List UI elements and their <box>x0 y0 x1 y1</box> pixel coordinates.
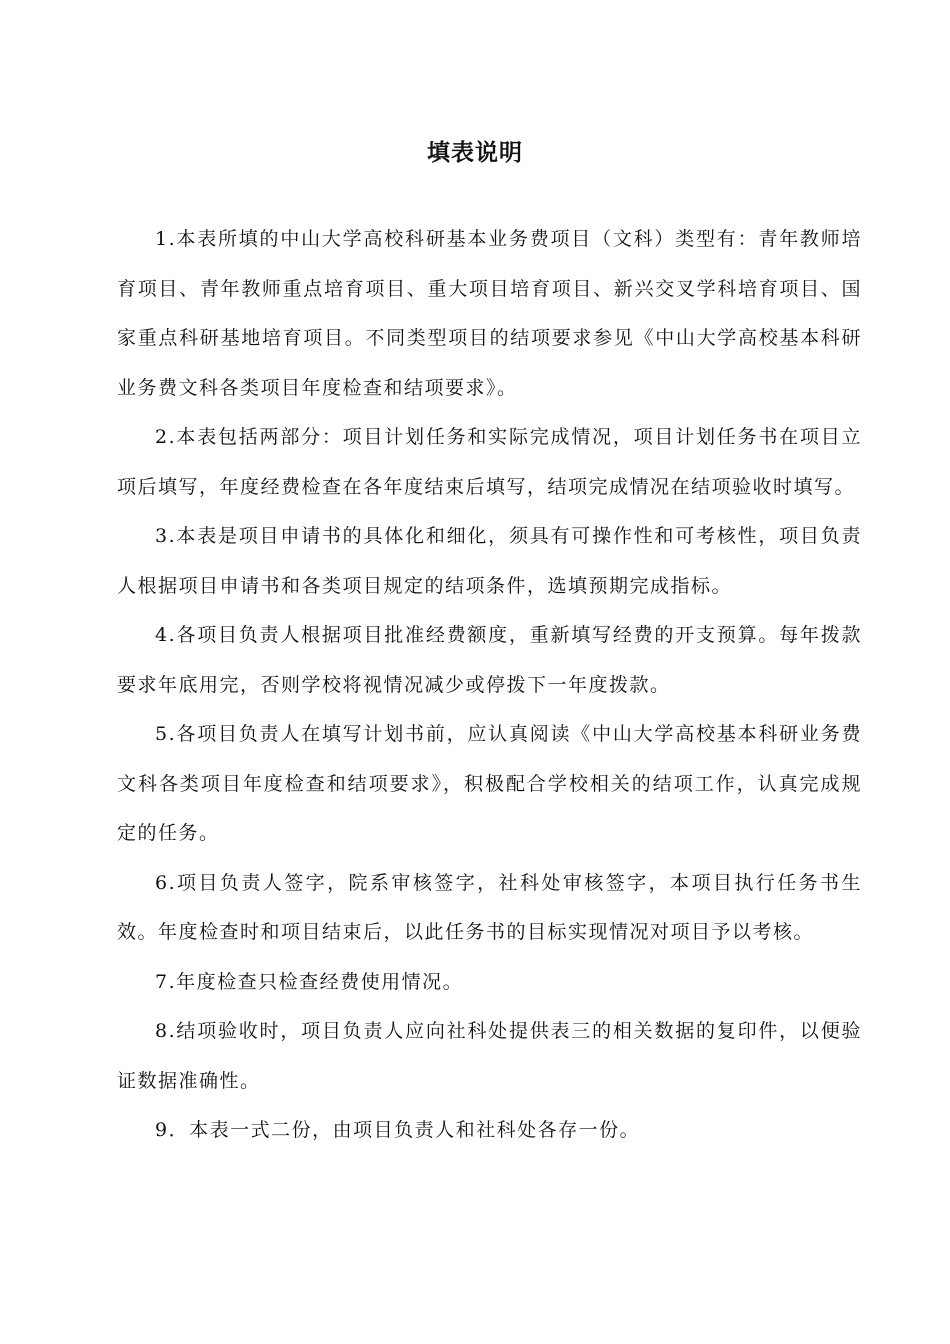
instruction-paragraph-7: 7.年度检查只检查经费使用情况。 <box>155 970 464 993</box>
instruction-paragraph-5: 5.各项目负责人在填写计划书前，应认真阅读《中山大学高校基本科研业务费文科各类项目年度检查和结项要求》，积极配合学校相关的结项工作，认真完成规定的任务。 <box>117 723 862 844</box>
instruction-paragraph-9: 9．本表一式二份，由项目负责人和社科处各存一份。 <box>155 1119 641 1141</box>
instruction-paragraph-8: 8.结项验收时，项目负责人应向社科处提供表三的相关数据的复印件，以便验证数据准确性。 <box>117 1020 862 1092</box>
instruction-paragraph-3: 3.本表是项目申请书的具体化和细化，须具有可操作性和可考核性，项目负责人根据项目申请书和各类项目规定的结项条件，选填预期完成指标。 <box>117 525 862 597</box>
instruction-paragraph-4: 4.各项目负责人根据项目批准经费额度，重新填写经费的开支预算。每年拨款要求年底用完，否则学校将视情况减少或停拨下一年度拨款。 <box>117 624 862 696</box>
instruction-paragraph-1: 1.本表所填的中山大学高校科研基本业务费项目（文科）类型有：青年教师培育项目、青年教师重点培育项目、重大项目培育项目、新兴交叉学科培育项目、国家重点科研基地培育项目。不同类型项目的结项要求参见《中山大学高校基本科研业务费文科各类项目年度检查和结项要求》。 <box>117 228 862 399</box>
instruction-paragraph-2: 2.本表包括两部分：项目计划任务和实际完成情况，项目计划任务书在项目立项后填写，年度经费检查在各年度结束后填写，结项完成情况在结项验收时填写。 <box>117 426 862 498</box>
instruction-paragraph-6: 6.项目负责人签字，院系审核签字，社科处审核签字，本项目执行任务书生效。年度检查时和项目结束后，以此任务书的目标实现情况对项目予以考核。 <box>117 871 862 943</box>
instructions-body <box>117 215 862 1156</box>
page-title: 填表说明 <box>427 140 523 167</box>
